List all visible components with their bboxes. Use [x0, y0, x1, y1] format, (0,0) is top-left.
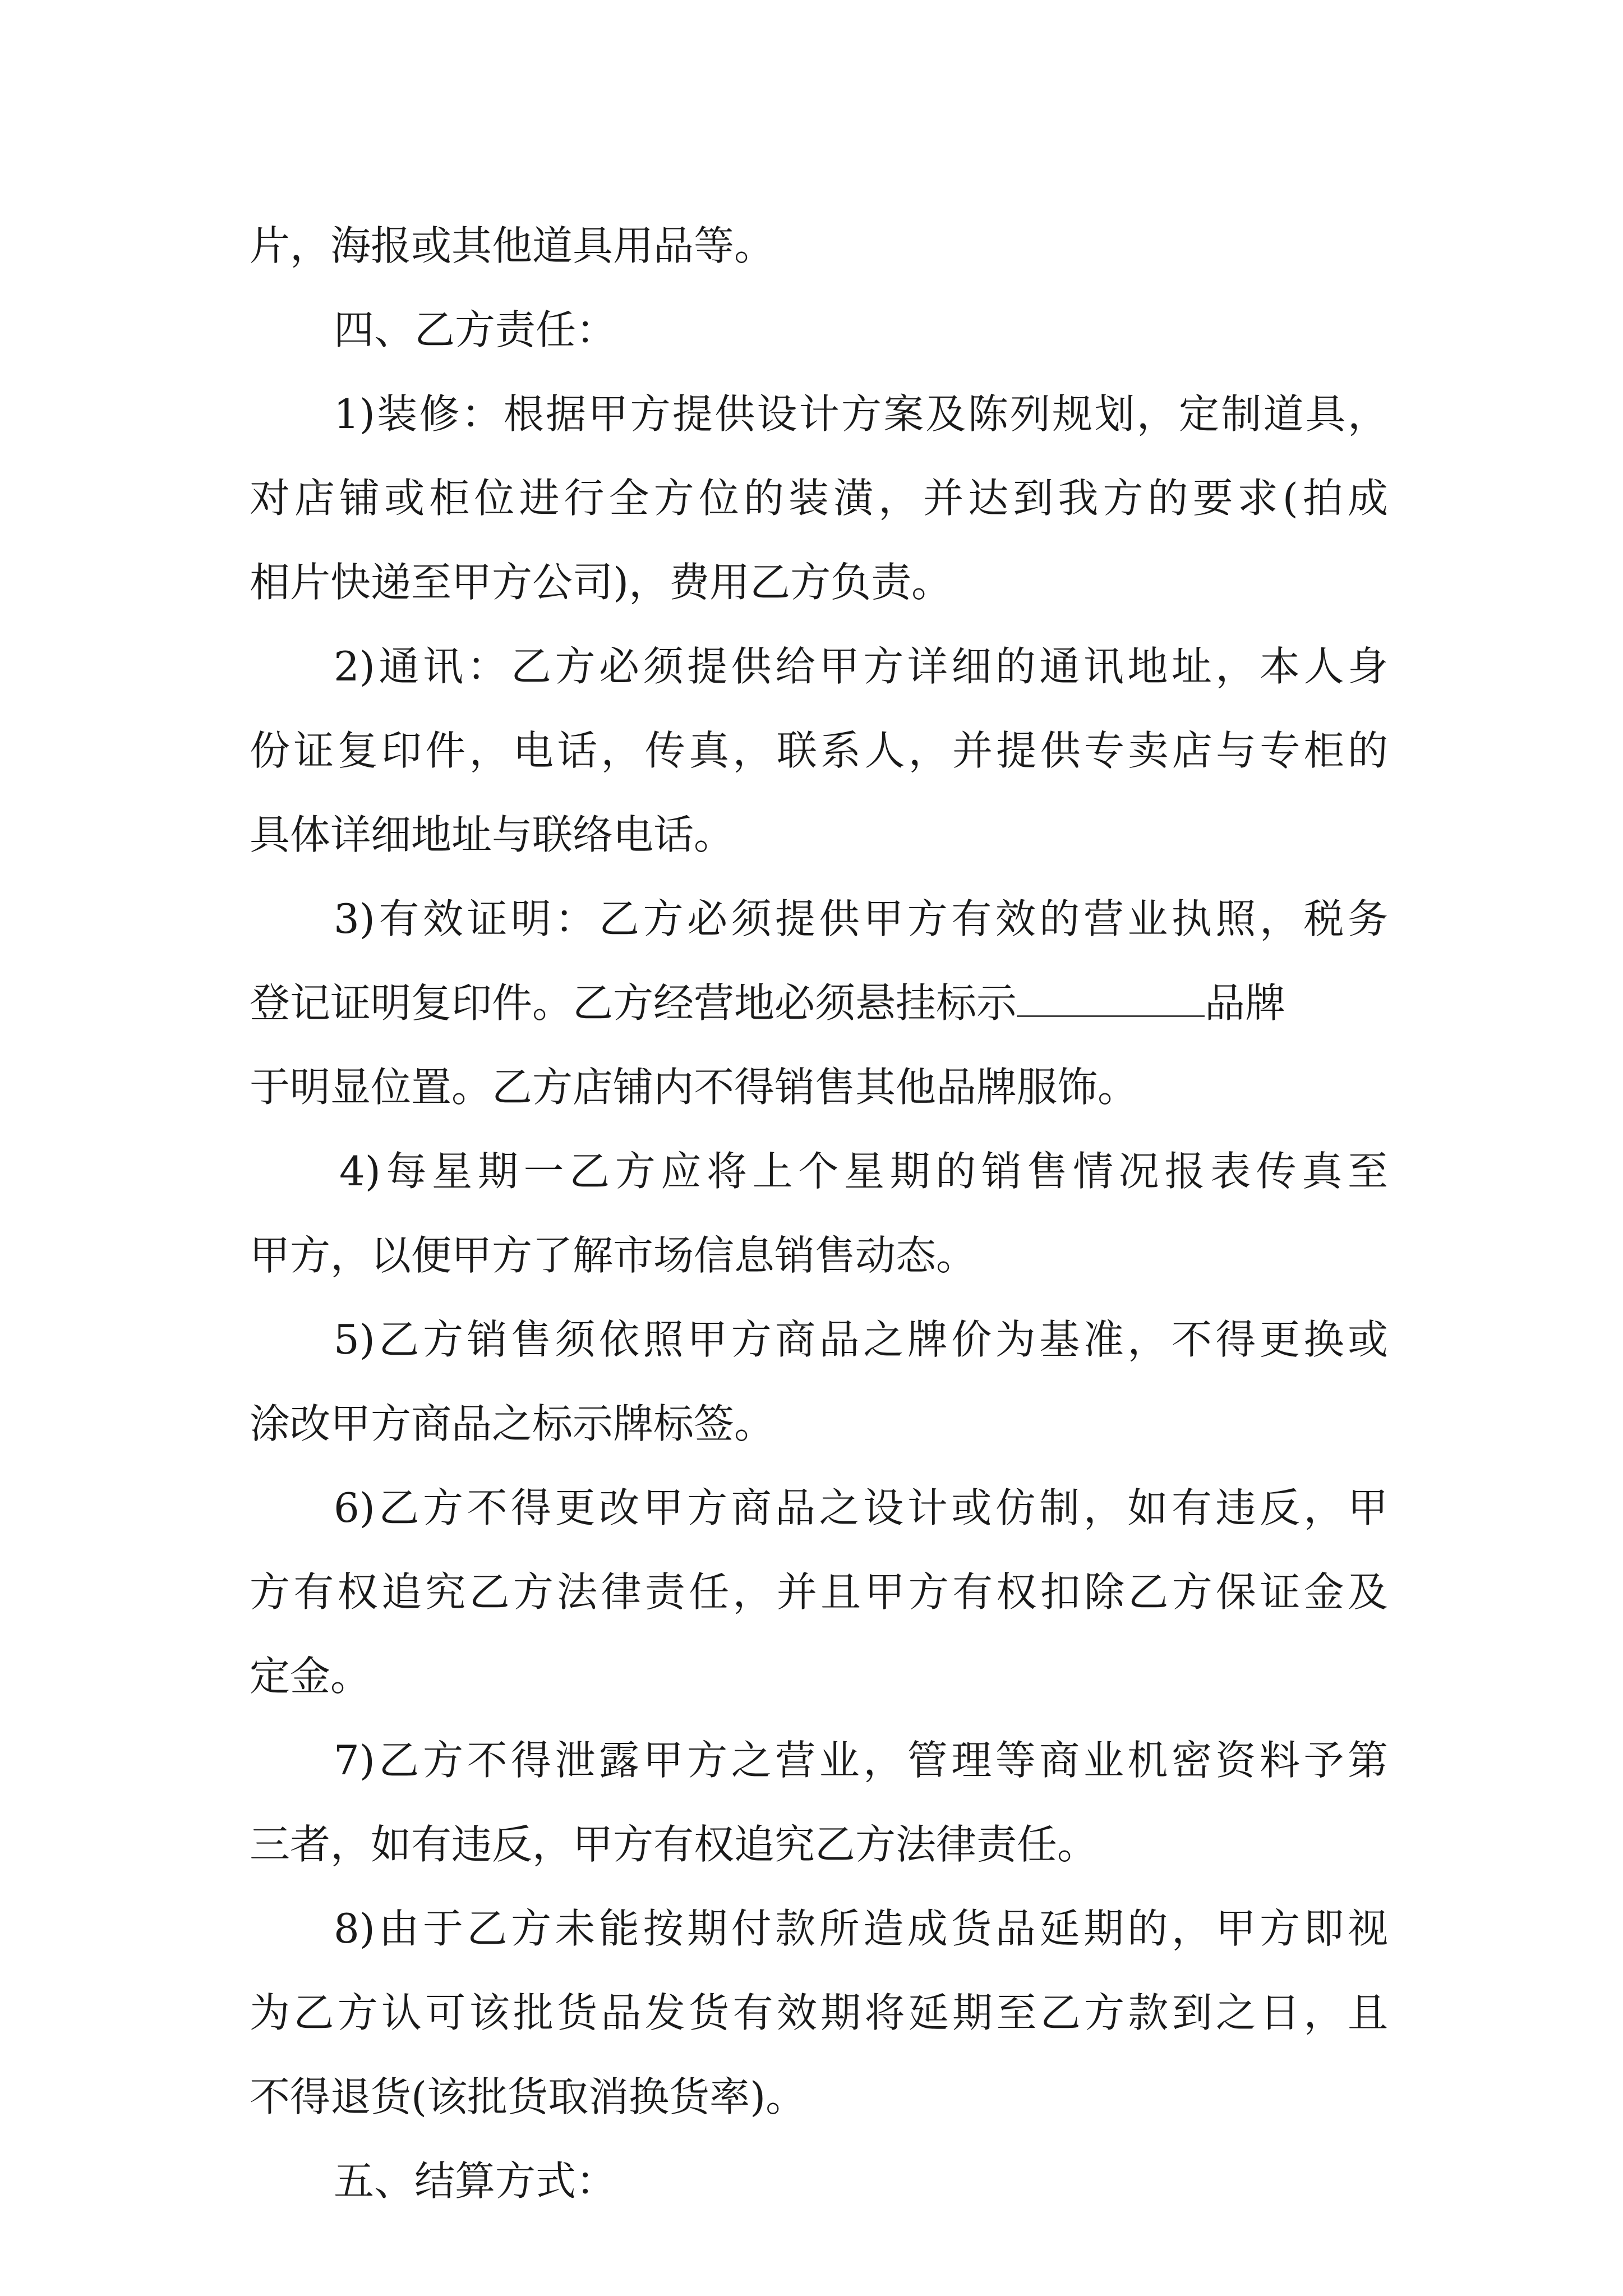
text-line: 不得退货(该批货取消换货率)。 [250, 2073, 806, 2120]
text-segment: 品牌 [1205, 979, 1286, 1027]
text-line: 为乙方认可该批货品发货有效期将延期至乙方款到之日，且 [250, 1989, 1388, 2036]
text-line: 片，海报或其他道具用品等。 [250, 222, 775, 269]
text-segment: 登记证明复印件。乙方经营地必须悬挂标示 [250, 979, 1017, 1027]
text-line: 7)乙方不得泄露甲方之营业，管理等商业机密资料予第 [334, 1737, 1388, 1784]
text-line: 4)每星期一乙方应将上个星期的销售情况报表传真至 [339, 1148, 1388, 1195]
text-line: 2)通讯：乙方必须提供给甲方详细的通讯地址，本人身 [334, 643, 1388, 690]
text-line [250, 975, 1388, 1031]
text-line: 对店铺或柜位进行全方位的装潢，并达到我方的要求(拍成 [250, 475, 1388, 522]
text-line: 甲方，以便甲方了解市场信息销售动态。 [250, 1232, 977, 1279]
text-line: 8)由于乙方未能按期付款所造成货品延期的，甲方即视 [334, 1905, 1388, 1952]
text-line: 具体详细地址与联络电话。 [250, 811, 735, 858]
text-line: 于明显位置。乙方店铺内不得销售其他品牌服饰。 [250, 1064, 1138, 1111]
text-line: 份证复印件，电话，传真，联系人，并提供专卖店与专柜的 [250, 727, 1388, 774]
text-line: 1)装修：根据甲方提供设计方案及陈列规划，定制道具， [334, 390, 1388, 438]
text-line: 方有权追究乙方法律责任，并且甲方有权扣除乙方保证金及 [250, 1568, 1388, 1616]
text-line: 定金。 [250, 1653, 371, 1700]
text-line: 相片快递至甲方公司)，费用乙方负责。 [250, 559, 952, 606]
fill-in-blank [1017, 982, 1205, 1017]
text-line: 涂改甲方商品之标示牌标签。 [250, 1400, 775, 1447]
text-line: 6)乙方不得更改甲方商品之设计或仿制，如有违反，甲 [334, 1484, 1388, 1531]
text-line: 5)乙方销售须依照甲方商品之牌价为基准，不得更换或 [334, 1316, 1388, 1363]
text-line: 三者，如有违反，甲方有权追究乙方法律责任。 [250, 1821, 1098, 1868]
section-heading: 四、乙方责任： [334, 306, 617, 353]
section-heading: 五、结算方式： [334, 2157, 617, 2205]
text-line: 3)有效证明：乙方必须提供甲方有效的营业执照，税务 [334, 895, 1388, 942]
